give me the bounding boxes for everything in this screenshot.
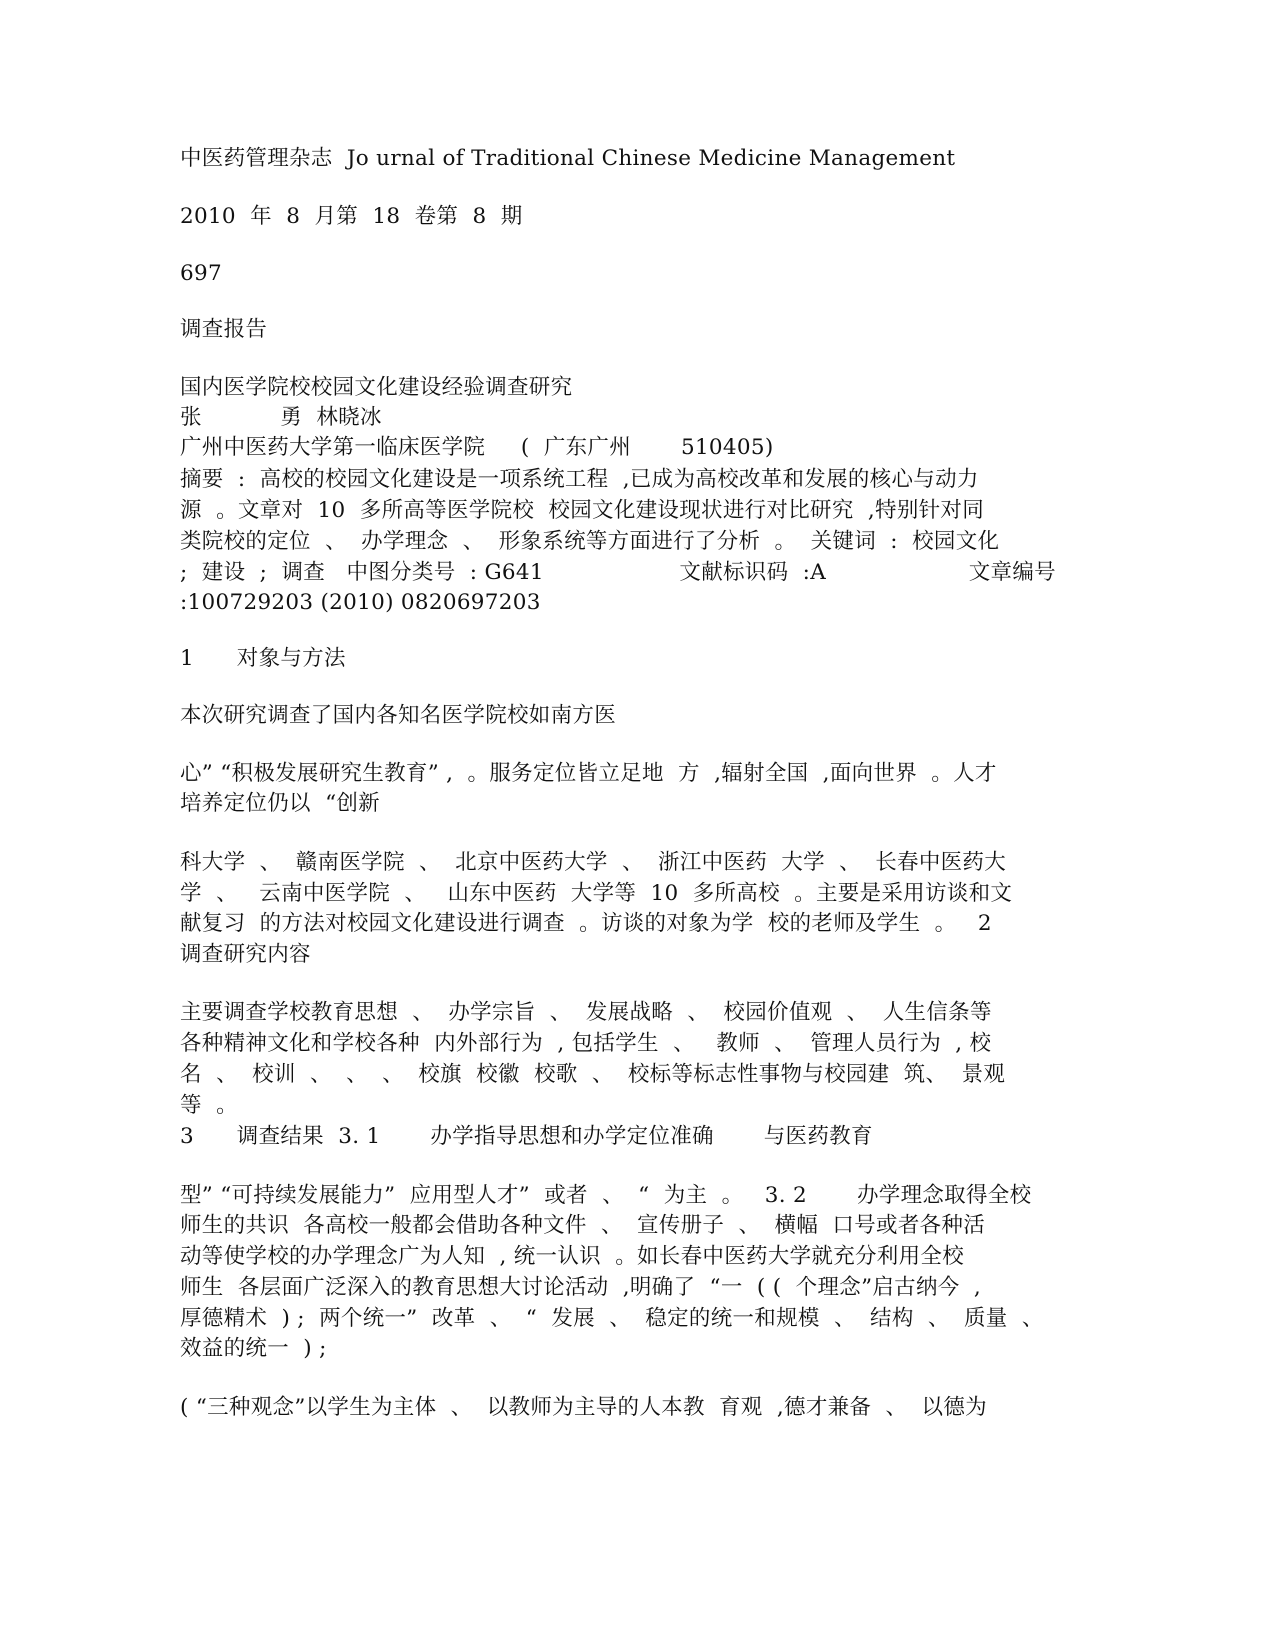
body-line: 厚德精术 ) ; 两个统一” 改革 、 “ 发展 、 稳定的统一和规模 、 结构 、 质量 、 (180, 1306, 1044, 1331)
body-line: 型” “可持续发展能力” 应用型人才” 或者 、 “ 为主 。 3. 2 办学理念取得全校 (180, 1183, 1032, 1208)
body-line: 师生的共识 各高校一般都会借助各种文件 、 宣传册子 、 横幅 口号或者各种活 (180, 1213, 986, 1238)
body-line: 心” “积极发展研究生教育” , 。服务定位皆立足地 方 ,辐射全国 ,面向世界 。人才 (180, 761, 997, 786)
body-line: 科大学 、 赣南医学院 、 北京中医药大学 、 浙江中医药 大学 、 长春中医药大 (180, 850, 1007, 875)
abstract-line: 摘要 : 高校的校园文化建设是一项系统工程 ,已成为高校改革和发展的核心与动力 (180, 467, 979, 492)
abstract-line: 源 。文章对 10 多所高等医学院校 校园文化建设现状进行对比研究 ,特别针对同 (180, 498, 985, 523)
page-number: 697 (180, 261, 222, 286)
section-heading: 1 对象与方法 (180, 646, 346, 671)
body-line: 献复习 的方法对校园文化建设进行调查 。访谈的对象为学 校的老师及学生 。 2 (180, 911, 992, 936)
section-label: 调查报告 (180, 317, 268, 342)
body-line: 学 、 云南中医学院 、 山东中医药 大学等 10 多所高校 。主要是采用访谈和文 (180, 881, 1013, 906)
body-line: 等 。 (180, 1093, 238, 1118)
body-line: 主要调查学校教育思想 、 办学宗旨 、 发展战略 、 校园价值观 、 人生信条等 (180, 1000, 992, 1025)
body-line: ( “三种观念”以学生为主体 、 以教师为主导的人本教 育观 ,德才兼备 、 以德为 (180, 1395, 987, 1420)
article-title: 国内医学院校校园文化建设经验调查研究 (180, 375, 573, 400)
body-line: 师生 各层面广泛深入的教育思想大讨论活动 ,明确了 “一 ( ( 个理念”启古纳今 , (180, 1275, 981, 1300)
authors: 张 勇 林晓冰 (180, 405, 382, 430)
body-line: 效益的统一 ) ; (180, 1336, 327, 1361)
body-line: 各种精神文化和学校各种 内外部行为 , 包括学生 、 教师 、 管理人员行为 , 校 (180, 1031, 992, 1056)
body-line: 培养定位仍以 “创新 (180, 791, 380, 816)
body-line: 名 、 校训 、 、 、 校旗 校徽 校歌 、 校标等标志性事物与校园建 筑、 景观 (180, 1062, 1006, 1087)
abstract-line: 类院校的定位 、 办学理念 、 形象系统等方面进行了分析 。 关键词 : 校园文化 (180, 529, 1000, 554)
section-heading: 3 调查结果 3. 1 办学指导思想和办学定位准确 与医药教育 (180, 1124, 873, 1149)
body-line: 本次研究调查了国内各知名医学院校如南方医 (180, 703, 617, 728)
body-line: 动等使学校的办学理念广为人知 , 统一认识 。如长春中医药大学就充分利用全校 (180, 1244, 965, 1269)
article-number: :100729203 (2010) 0820697203 (180, 590, 541, 615)
journal-header: 中医药管理杂志 Jo urnal of Traditional Chinese Medicine Management (180, 146, 956, 171)
keywords-line: ; 建设 ; 调查 中图分类号 : G641 文献标识码 :A 文章编号 (180, 560, 1056, 585)
issue-line: 2010 年 8 月第 18 卷第 8 期 (180, 204, 523, 229)
section-heading: 调查研究内容 (180, 942, 311, 967)
affiliation: 广州中医药大学第一临床医学院 ( 广东广州 510405) (180, 435, 774, 460)
